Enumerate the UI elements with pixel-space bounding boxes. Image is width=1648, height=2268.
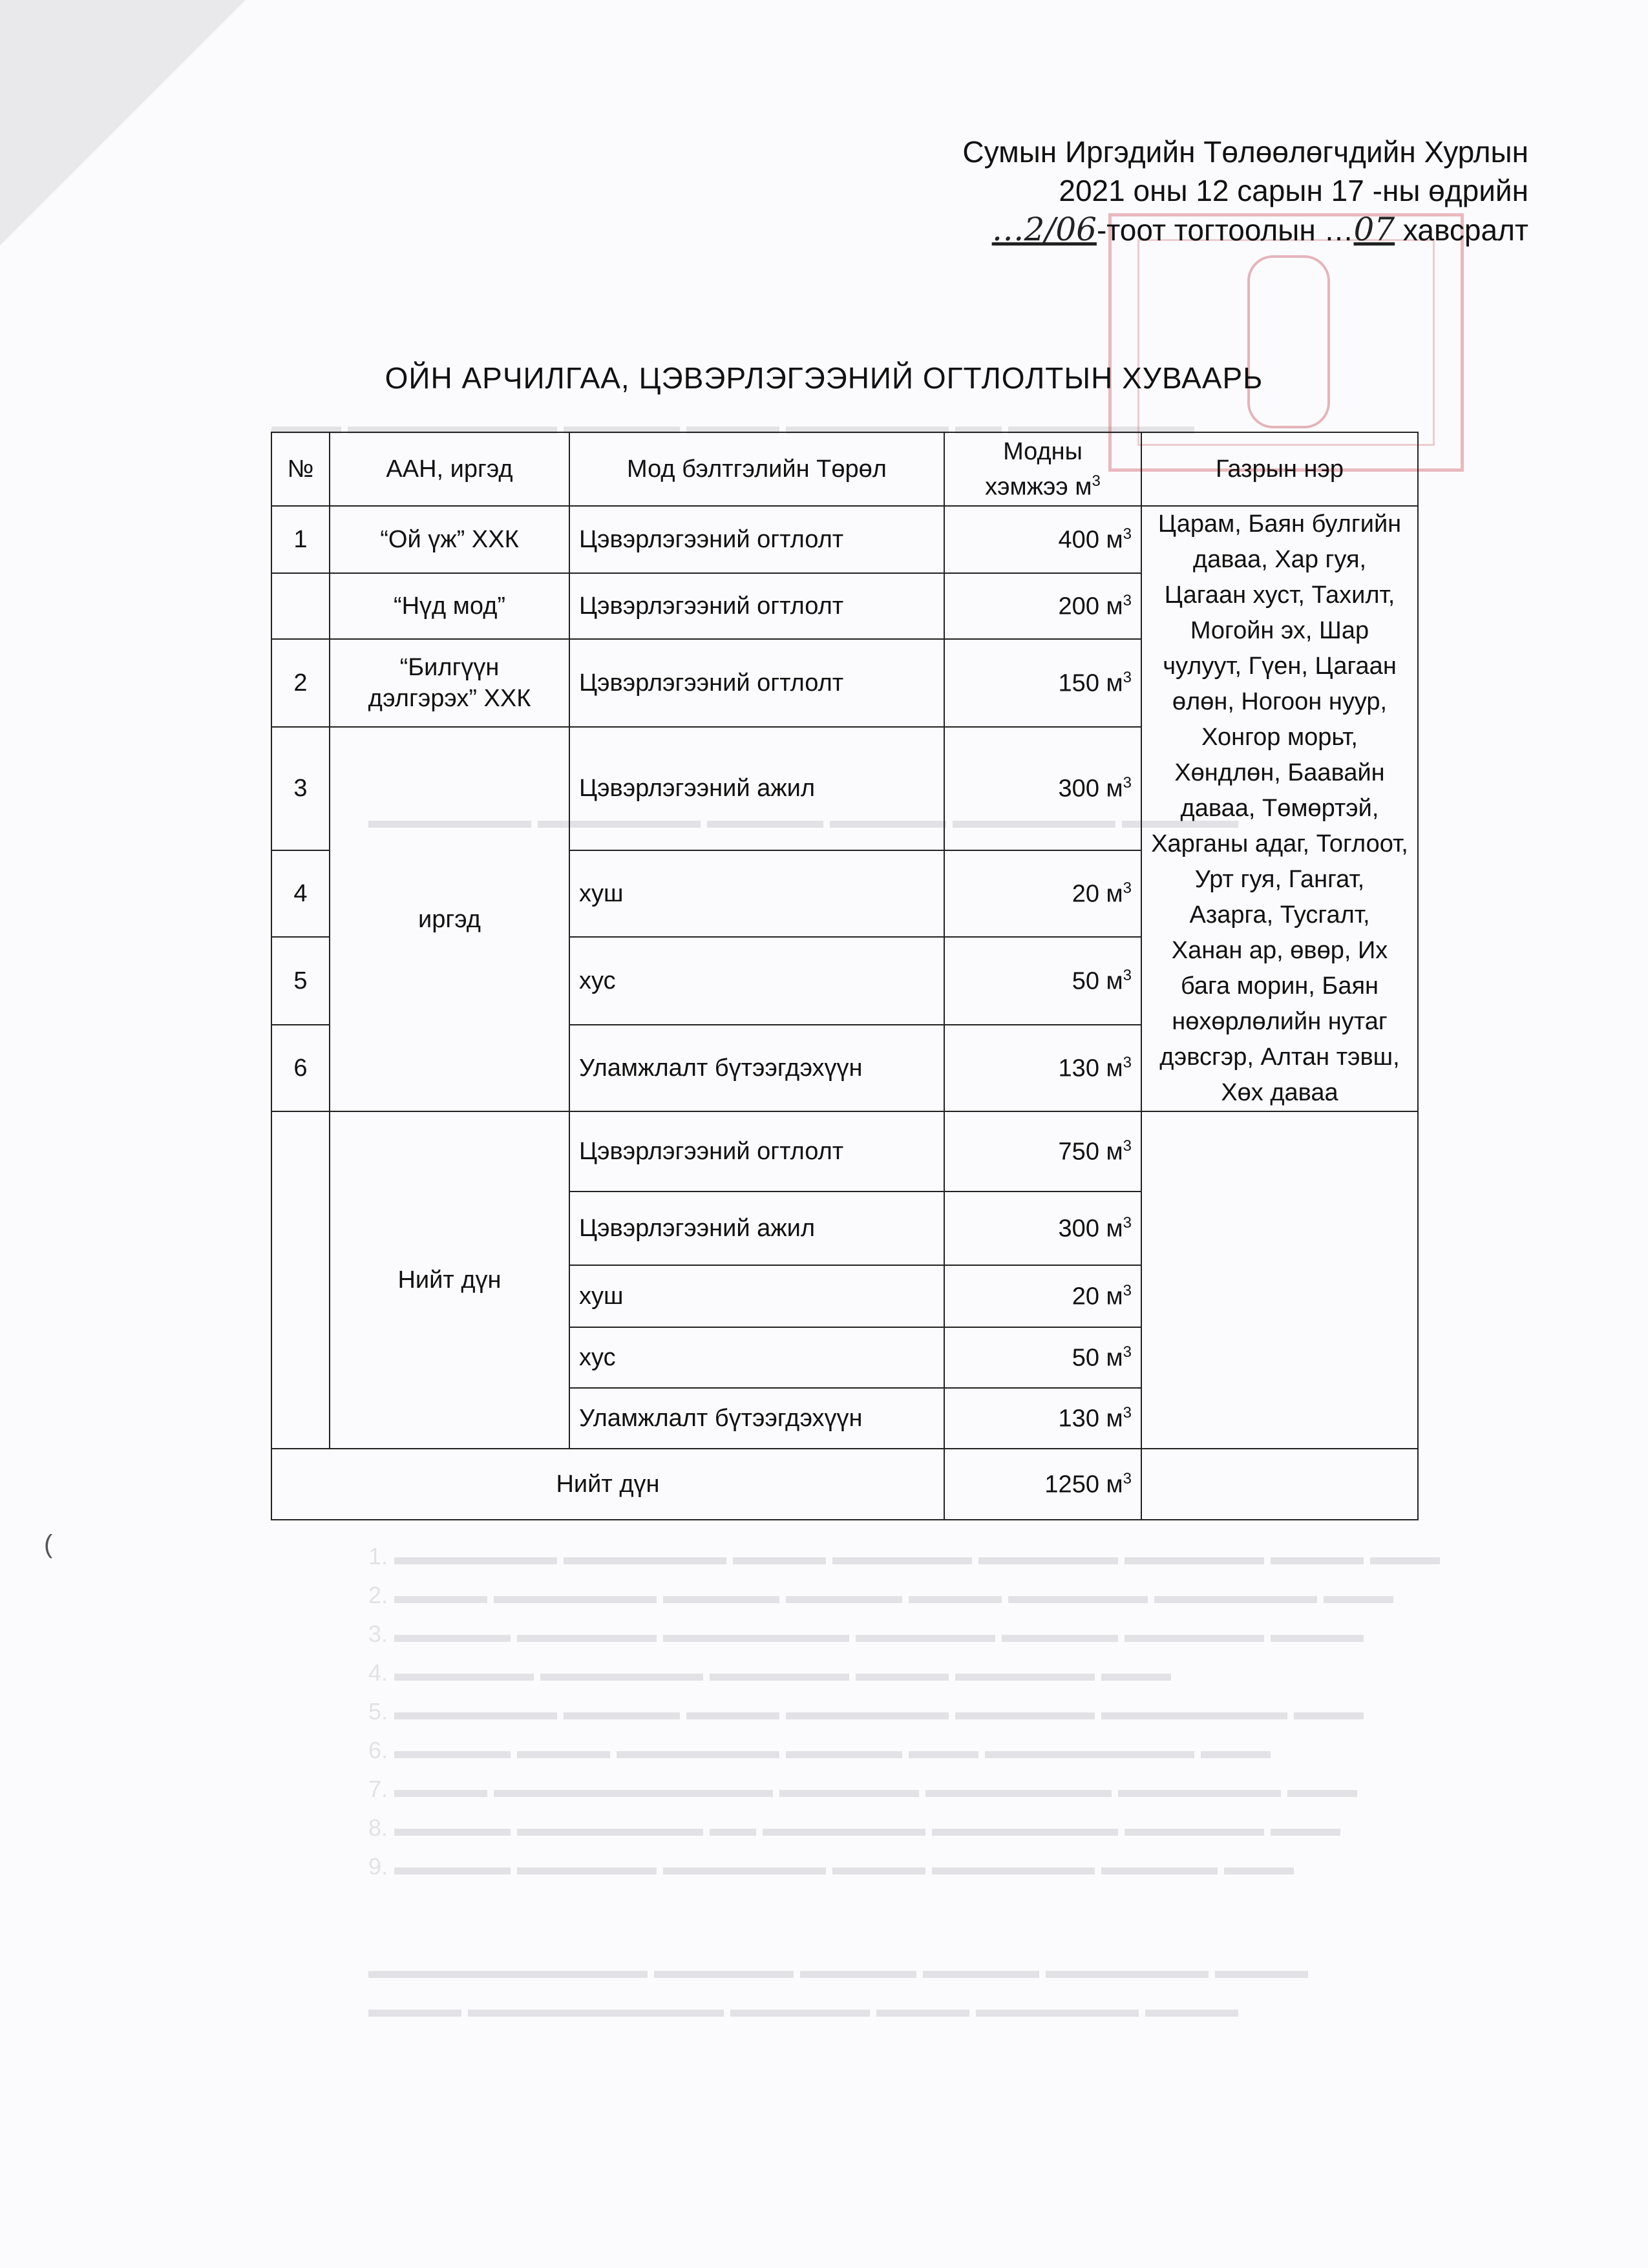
row-type: Цэвэрлэгээний огтлолт	[569, 573, 944, 639]
row-org: “Нүд мод”	[330, 573, 569, 639]
grand-total-row	[271, 1449, 1418, 1520]
row-type: Цэвэрлэгээний огтлолт	[569, 639, 944, 727]
show-through-text: 9. ▬▬▬▬▬ ▬▬▬▬▬▬ ▬▬▬▬▬▬▬ ▬▬▬▬ ▬▬▬▬▬▬▬ ▬▬▬▬▬ ▬▬▬	[368, 1853, 1294, 1880]
row-volume	[944, 727, 1141, 850]
row-org	[330, 639, 569, 727]
row-num: 1	[271, 506, 330, 573]
header-num: №	[271, 432, 330, 506]
org-line2: дэлгэрэх” ХХК	[368, 685, 531, 712]
show-through-text: 6. ▬▬▬▬▬ ▬▬▬▬ ▬▬▬▬▬▬▬ ▬▬▬▬▬ ▬▬▬ ▬▬▬▬▬▬▬▬▬ ▬▬▬	[368, 1737, 1271, 1763]
folded-corner	[0, 0, 246, 246]
row-num: 6	[271, 1025, 330, 1111]
place-names: Царам, Баян булгийн даваа, Хар гуя, Цагаан хуст, Тахилт, Могойн эх, Шар чулуут, Гүен, Цагаан өлөн, Ногоон нуур, Хонгор морьт, Хөндлөн, Баавайн даваа, Төмөртэй, Харганы адаг, Тоглоот, Урт гуя, Гангат, Азарга, Тусгалт, Ханан ар, өвөр, Их бага морин, Баян нөхөрлөлийн нутаг дэвсгэр, Алтан тэвш, Хөх даваа	[1151, 510, 1408, 1106]
place-empty-cell	[1141, 1111, 1418, 1449]
total-num-empty	[271, 1327, 330, 1388]
total-type: Цэвэрлэгээний огтлолт	[569, 1111, 944, 1192]
show-through-text: ▬▬▬▬▬▬▬▬▬▬▬▬ ▬▬▬▬▬▬ ▬▬▬▬▬ ▬▬▬▬▬ ▬▬▬▬▬▬▬ ▬▬▬▬	[368, 1957, 1309, 1983]
show-through-text: 1. ▬▬▬▬▬▬▬ ▬▬▬▬▬▬▬ ▬▬▬▬ ▬▬▬▬▬▬ ▬▬▬▬▬▬ ▬▬▬▬▬▬ ▬▬▬▬ ▬▬▬	[368, 1543, 1441, 1570]
header-line-3	[962, 210, 1528, 249]
row-type: Цэвэрлэгээний огтлолт	[569, 506, 944, 573]
header-line-1: Сумын Иргэдийн Төлөөлөгчдийн Хурлын	[962, 135, 1528, 169]
total-num-empty	[271, 1388, 330, 1449]
grand-total-label: Нийт дүн	[271, 1449, 944, 1520]
show-through-text: 4. ▬▬▬▬▬▬ ▬▬▬▬▬▬▬ ▬▬▬▬▬▬ ▬▬▬▬ ▬▬▬▬▬▬ ▬▬▬	[368, 1659, 1172, 1686]
volume-value: 50 м	[1072, 967, 1123, 995]
scan-mark: (	[44, 1530, 53, 1559]
header-place: Газрын нэр	[1141, 432, 1418, 506]
total-type: хуш	[569, 1265, 944, 1327]
cubic-superscript: 3	[1123, 879, 1132, 897]
schedule-table	[271, 432, 1419, 1520]
row-volume	[944, 1025, 1141, 1111]
volume-value: 300 м	[1058, 775, 1123, 803]
row-type: Уламжлалт бүтээгдэхүүн	[569, 1025, 944, 1111]
row-num: 3	[271, 727, 330, 850]
header-volume	[944, 432, 1141, 506]
grand-total-place-empty	[1141, 1449, 1418, 1520]
cubic-superscript: 3	[1123, 525, 1132, 543]
show-through-text: 7. ▬▬▬▬ ▬▬▬▬▬▬▬▬▬▬▬▬ ▬▬▬▬▬▬ ▬▬▬▬▬▬▬▬ ▬▬▬▬▬▬▬ ▬▬▬	[368, 1776, 1358, 1802]
row-type: хус	[569, 937, 944, 1025]
volume-value: 130 м	[1058, 1405, 1123, 1433]
cubic-superscript: 3	[1123, 1213, 1132, 1232]
row-volume	[944, 937, 1141, 1025]
total-type: хус	[569, 1327, 944, 1388]
volume-value: 20 м	[1072, 880, 1123, 908]
table-row	[271, 506, 1418, 573]
cubic-superscript: 3	[1092, 472, 1101, 490]
total-volume	[944, 1111, 1141, 1192]
header-type: Мод бэлтгэлийн Төрөл	[569, 432, 944, 506]
volume-value: 130 м	[1058, 1055, 1123, 1082]
row-org: “Ой үж” ХХК	[330, 506, 569, 573]
volume-value: 300 м	[1058, 1215, 1123, 1243]
row-type: Цэвэрлэгээний ажил	[569, 727, 944, 850]
total-num-empty	[271, 1192, 330, 1265]
volume-value: 150 м	[1058, 669, 1123, 697]
resolution-header	[962, 132, 1528, 249]
grand-total-volume	[944, 1449, 1141, 1520]
header-org: ААН, иргэд	[330, 432, 569, 506]
row-num: 4	[271, 850, 330, 937]
volume-value: 1250 м	[1044, 1471, 1123, 1498]
header-line-3-text: -тоот тогтоолын …	[1096, 213, 1354, 247]
cubic-superscript: 3	[1123, 966, 1132, 984]
row-volume	[944, 506, 1141, 573]
header-line-2: 2021 оны 12 сарын 17 -ны өдрийн	[1059, 174, 1528, 207]
header-volume-line2: хэмжээ м	[985, 473, 1092, 501]
cubic-superscript: 3	[1123, 1281, 1132, 1299]
org-line1: “Билгүүн	[399, 654, 500, 681]
total-type: Цэвэрлэгээний ажил	[569, 1192, 944, 1265]
total-label-cell	[330, 1111, 569, 1449]
volume-value: 200 м	[1058, 593, 1123, 620]
row-num: 2	[271, 639, 330, 727]
total-volume	[944, 1265, 1141, 1327]
row-type: хуш	[569, 850, 944, 937]
cubic-superscript: 3	[1123, 1469, 1132, 1487]
show-through-text: ▬▬▬ ▬▬▬▬▬▬▬▬▬ ▬▬▬▬▬ ▬▬▬▬ ▬▬▬▬▬▬▬ ▬▬ ▬▬▬▬▬▬▬▬	[271, 412, 1195, 439]
show-through-text: 8. ▬▬▬▬▬ ▬▬▬▬▬▬▬▬ ▬▬ ▬▬▬▬▬▬▬ ▬▬▬▬▬▬▬▬ ▬▬▬▬▬▬ ▬▬▬	[368, 1814, 1341, 1841]
total-num-empty	[271, 1265, 330, 1327]
total-volume	[944, 1327, 1141, 1388]
handwritten-resolution-number: …2/06	[991, 211, 1097, 248]
header-line-3-suffix: хавсралт	[1395, 213, 1528, 247]
soyombo-emblem-icon	[1247, 255, 1330, 428]
show-through-text: 2. ▬▬▬▬ ▬▬▬▬▬▬▬ ▬▬▬▬▬ ▬▬▬▬▬ ▬▬▬▬ ▬▬▬▬▬▬ ▬▬▬▬▬▬▬ ▬▬▬	[368, 1582, 1394, 1608]
total-row	[271, 1111, 1418, 1192]
total-label: Нийт дүн	[397, 1266, 502, 1294]
total-num-empty	[271, 1111, 330, 1192]
row-volume	[944, 639, 1141, 727]
row-num	[271, 573, 330, 639]
citizens-label: иргэд	[418, 905, 481, 933]
show-through-text: ▬▬▬▬ ▬▬▬▬▬▬▬▬▬▬▬ ▬▬▬▬▬▬ ▬▬▬▬ ▬▬▬▬▬▬▬ ▬▬▬▬	[368, 1995, 1239, 2022]
volume-value: 400 м	[1058, 526, 1123, 554]
cubic-superscript: 3	[1123, 1403, 1132, 1422]
cubic-superscript: 3	[1123, 1343, 1132, 1361]
row-volume	[944, 850, 1141, 937]
row-num: 5	[271, 937, 330, 1025]
show-through-text: ▬▬▬▬▬▬▬ ▬▬▬▬▬▬▬ ▬▬▬▬▬ ▬▬▬▬▬ ▬▬▬▬▬▬▬ ▬▬▬▬▬	[368, 806, 1239, 833]
volume-value: 20 м	[1072, 1283, 1123, 1310]
citizens-cell	[330, 727, 569, 1111]
cubic-superscript: 3	[1123, 774, 1132, 792]
total-volume	[944, 1192, 1141, 1265]
cubic-superscript: 3	[1123, 1053, 1132, 1071]
total-type: Уламжлалт бүтээгдэхүүн	[569, 1388, 944, 1449]
cubic-superscript: 3	[1123, 591, 1132, 609]
document-title: ОЙН АРЧИЛГАА, ЦЭВЭРЛЭГЭЭНИЙ ОГТЛОЛТЫН ХУВААРЬ	[385, 361, 1263, 395]
table-header-row	[271, 432, 1418, 506]
cubic-superscript: 3	[1123, 1137, 1132, 1155]
total-volume	[944, 1388, 1141, 1449]
show-through-text: 3. ▬▬▬▬▬ ▬▬▬▬▬▬ ▬▬▬▬▬▬▬▬ ▬▬▬▬▬▬ ▬▬▬▬▬ ▬▬▬▬▬▬ ▬▬▬▬	[368, 1621, 1364, 1647]
volume-value: 50 м	[1072, 1344, 1123, 1372]
row-volume	[944, 573, 1141, 639]
cubic-superscript: 3	[1123, 668, 1132, 686]
show-through-text: 5. ▬▬▬▬▬▬▬ ▬▬▬▬▬ ▬▬▬▬ ▬▬▬▬▬▬▬ ▬▬▬▬▬▬ ▬▬▬▬▬▬▬▬ ▬▬▬	[368, 1698, 1364, 1725]
volume-value: 750 м	[1058, 1138, 1123, 1166]
handwritten-attachment-number: 07	[1353, 211, 1395, 248]
header-volume-line1: Модны	[1003, 437, 1083, 465]
place-names-cell	[1141, 506, 1418, 1111]
